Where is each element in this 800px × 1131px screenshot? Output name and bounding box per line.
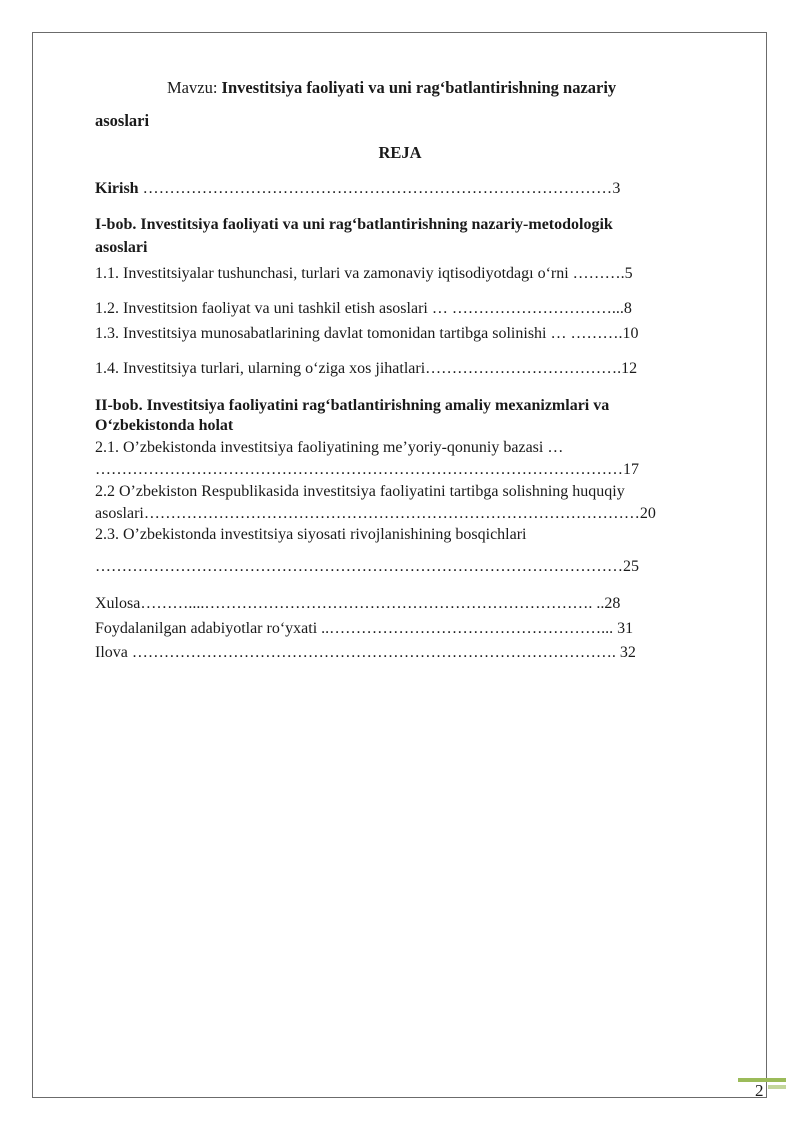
- toc-section-2-2-line2: asoslari…………………………………………………………………………………20: [95, 505, 656, 522]
- topic-title-line2: asoslari: [95, 111, 150, 130]
- toc-chapter2-line2: O‘zbekistonda holat: [95, 417, 234, 434]
- toc-intro-label: Kirish: [95, 180, 143, 197]
- toc-section-2-3-line1: 2.3. O’zbekistonda investitsiya siyosati rivojlanishining bosqichlari: [95, 526, 527, 543]
- toc-section-2-1-line2: ………………………………………………………………………………………17: [95, 461, 639, 478]
- toc-chapter1-line2: asoslari: [95, 239, 148, 256]
- toc-section-2-1-line1: 2.1. O’zbekistonda investitsiya faoliyatining me’yoriy-qonuniy bazasi …: [95, 439, 564, 456]
- toc-section-1-4: 1.4. Investitsiya turlari, ularning o‘ziga xos jihatlari……………………………….12: [95, 360, 638, 377]
- toc-section-2-2-line1: 2.2 O’zbekiston Respublikasida investitsiya faoliyatini tartibga solishning huquqiy: [95, 483, 625, 500]
- toc-chapter2-line1: II-bob. Investitsiya faoliyatini rag‘batlantirishning amaliy mexanizmlari va: [95, 397, 610, 414]
- topic-prefix: Mavzu:: [167, 78, 222, 97]
- toc-intro-page: 3: [612, 180, 621, 197]
- page-number: 2: [755, 1081, 764, 1100]
- toc-intro: [95, 179, 620, 199]
- toc-references: Foydalanilgan adabiyotlar ro‘yxati ..……………………………………………... 31: [95, 620, 634, 637]
- toc-chapter1-line1: I-bob. Investitsiya faoliyati va uni rag‘batlantirishning nazariy-metodologik: [95, 216, 613, 233]
- toc-intro-dots: ……………………………………………………………………………: [142, 180, 613, 197]
- footer-accent-bar-light: [768, 1085, 786, 1089]
- toc-appendix: Ilova ………………………………………………………………………………. 32: [95, 644, 636, 661]
- topic-title-line1: [167, 78, 616, 98]
- toc-section-1-3: 1.3. Investitsiya munosabatlarining davlat tomonidan tartibga solinishi … ……….10: [95, 325, 639, 342]
- toc-conclusion: Xulosa………....………………………………………………………………. ..28: [95, 595, 621, 612]
- toc-section-1-1: 1.1. Investitsiyalar tushunchasi, turlari va zamonaviy iqtisodiyotdagı o‘rni ……….5: [95, 265, 633, 282]
- plan-heading: REJA: [378, 143, 422, 162]
- toc-section-2-3-line2: ………………………………………………………………………………………25: [95, 558, 639, 575]
- toc-section-1-2: 1.2. Investitsion faoliyat va uni tashkil etish asoslari … …………………………...8: [95, 300, 632, 317]
- topic-title: Investitsiya faoliyati va uni rag‘batlantirishning nazariy: [221, 78, 617, 97]
